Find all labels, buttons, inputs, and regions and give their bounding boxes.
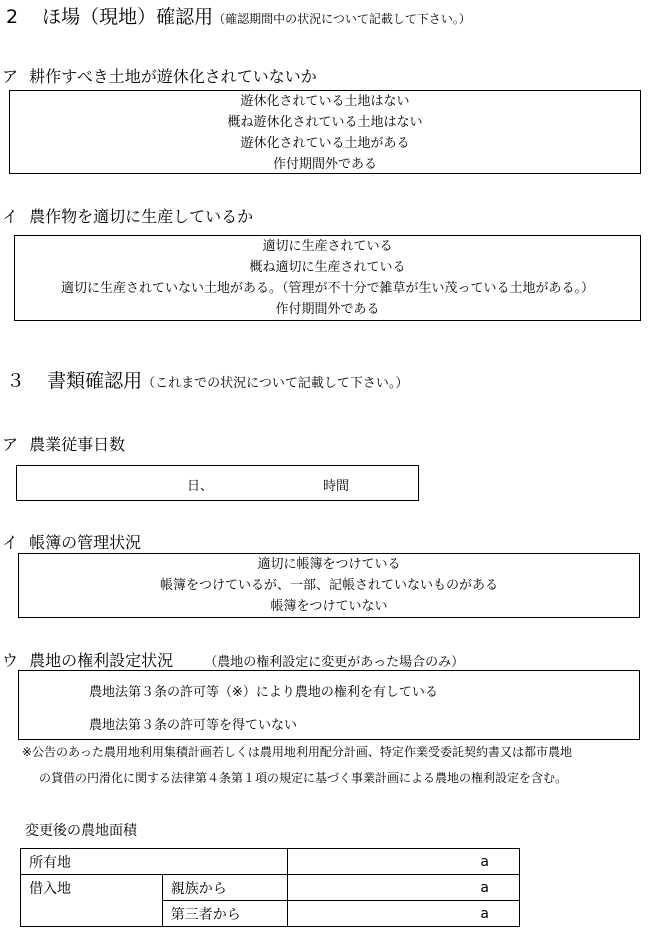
section2-note: （確認期間中の状況について記載して下さい。）	[213, 12, 471, 26]
days-unit: 日、	[187, 479, 214, 494]
hours-unit: 時間	[323, 479, 350, 494]
section2-i-heading	[2, 204, 253, 227]
section3-u-heading-text: 農地の権利設定状況	[29, 651, 174, 670]
section3-u-marker: ウ	[2, 651, 19, 670]
table-row	[21, 849, 520, 875]
section2-i-options-box	[14, 235, 641, 321]
option-item[interactable]: 帳簿をつけているが、一部、記帳されていないものがある	[159, 578, 498, 593]
option-item[interactable]: 適切に生産されていない土地がある。（管理が不十分で雑草が生い茂っている土地がある。）	[60, 281, 594, 296]
section2-i-marker: イ	[2, 207, 19, 226]
section3-title: 書類確認用	[47, 370, 143, 392]
option-item[interactable]: 概ね適切に生産されている	[249, 260, 406, 275]
section2-a-heading	[2, 64, 317, 87]
section2-heading	[6, 2, 471, 29]
leased-label: 借入地	[21, 875, 163, 927]
third-party-label: 第三者から	[162, 901, 288, 927]
relatives-area-cell[interactable]: a	[288, 875, 520, 901]
section3-heading	[6, 366, 408, 393]
option-item[interactable]: 適切に生産されている	[262, 239, 393, 254]
section3-i-heading-text: 帳簿の管理状況	[29, 533, 142, 552]
table-row	[21, 875, 520, 901]
section2-a-heading-text: 耕作すべき土地が遊休化されていないか	[29, 67, 317, 86]
section3-u-note: （農地の権利設定に変更があった場合のみ）	[204, 655, 465, 670]
third-party-area-cell[interactable]: a	[288, 901, 520, 927]
section2-number: 2	[6, 6, 19, 28]
footnote-line-2: の貸借の円滑化に関する法律第４条第１項の規定に基づく事業計画による農地の権利設定を含む。	[39, 771, 568, 785]
relatives-label: 親族から	[162, 875, 288, 901]
option-item[interactable]: 作付期間外である	[275, 302, 380, 317]
option-item[interactable]: 農地法第３条の許可等を得ていない	[89, 718, 298, 733]
section3-number: ３	[6, 370, 26, 392]
option-item[interactable]: 遊休化されている土地はない	[240, 94, 410, 109]
option-item[interactable]: 帳簿をつけていない	[270, 599, 388, 614]
area-caption: 変更後の農地面積	[25, 823, 137, 839]
option-item[interactable]: 概ね遊休化されている土地はない	[227, 115, 423, 130]
section3-a-heading-text: 農業従事日数	[29, 435, 126, 454]
owned-area-cell[interactable]: a	[288, 849, 520, 875]
area-table	[20, 848, 520, 927]
section3-i-options-box	[18, 553, 640, 618]
option-item[interactable]: 適切に帳簿をつけている	[257, 557, 401, 572]
option-item[interactable]: 農地法第３条の許可等（※）により農地の権利を有している	[89, 685, 438, 700]
section3-u-heading	[2, 648, 464, 671]
section3-a-heading	[2, 432, 125, 455]
section3-u-options-box	[18, 670, 640, 740]
section3-i-marker: イ	[2, 533, 19, 552]
work-days-field[interactable]	[16, 465, 419, 501]
section2-a-marker: ア	[2, 67, 19, 86]
section3-i-heading	[2, 530, 141, 553]
option-item[interactable]: 作付期間外である	[272, 157, 377, 172]
section2-title: ほ場（現地）確認用	[42, 6, 214, 28]
owned-label: 所有地	[21, 849, 288, 875]
section3-note: （これまでの状況について記載して下さい。）	[142, 376, 409, 391]
option-item[interactable]: 遊休化されている土地がある	[240, 136, 410, 151]
footnote-line-1: ※公告のあった農用地利用集積計画若しくは農用地利用配分計画、特定作業受委託契約書又は都市農地	[22, 745, 572, 759]
section3-a-marker: ア	[2, 435, 19, 454]
section2-a-options-box	[9, 90, 641, 174]
section2-i-heading-text: 農作物を適切に生産しているか	[29, 207, 254, 226]
